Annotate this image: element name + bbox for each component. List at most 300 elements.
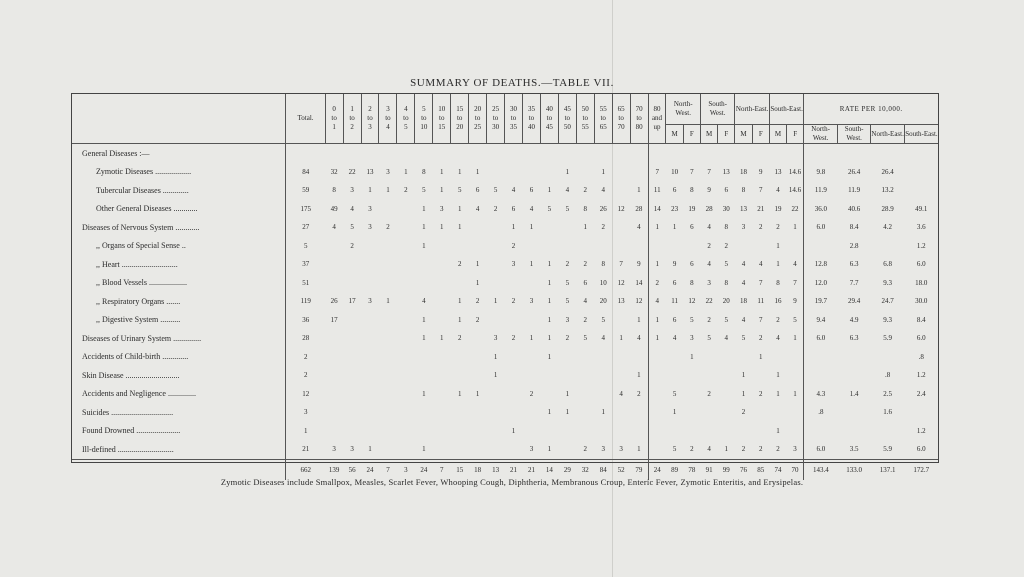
header-sex: M [700,125,717,144]
header-age-group [594,94,612,144]
table-cell [666,348,683,367]
table-cell: 2 [759,223,763,232]
header-age-group [397,94,415,144]
table-cell: 21 [522,459,540,480]
table-cell: 5.9 [883,445,892,454]
table-cell [451,348,469,367]
table-cell: 2 [724,241,729,250]
table-cell: 2 [648,274,666,293]
table-cell: 11 [757,297,765,306]
table-cell: 21 [505,459,523,480]
table-cell: 12 [286,385,325,404]
table-cell: 2 [776,445,780,454]
table-cell: 662 [286,459,325,480]
table-cell: 3 [368,297,372,306]
table-cell: 11 [648,181,666,200]
table-cell [343,144,361,163]
header-age-group [540,94,558,144]
table-cell: 1 [672,223,677,232]
table-cell [325,403,343,422]
age-group-part: 2 [350,123,354,131]
table-cell: 49 [330,204,338,213]
table-cell [540,237,558,256]
table-cell: 1 [529,334,534,343]
table-cell [469,440,487,459]
table-cell: 8.4 [849,223,859,232]
table-cell: 4 [672,334,677,343]
table-cell: 2 [511,241,516,250]
table-cell [558,348,576,367]
table-cell: 1 [440,167,444,176]
table-cell [361,348,379,367]
age-group-part: 35 [510,123,517,131]
table-cell: 1 [368,186,372,195]
table-cell [379,422,397,441]
table-cell: 1 [637,186,641,195]
table-cell: 2 [565,334,570,343]
table-cell [379,366,397,385]
header-sex: F [752,125,769,144]
table-cell [522,348,540,367]
table-cell [683,385,700,404]
table-cell: 1 [386,186,390,195]
table-cell: 2 [583,315,587,324]
table-cell [594,348,612,367]
table-cell: 1 [776,389,780,398]
table-cell [325,237,343,256]
header-sex: F [718,125,735,144]
table-cell: 7 [690,167,694,176]
table-cell [379,348,397,367]
table-cell [904,181,938,200]
table-cell [769,348,786,367]
table-cell: 5 [350,223,354,232]
age-group-part: to [331,114,337,122]
table-cell [612,144,630,163]
age-group-part: 3 [368,123,372,131]
age-group-part: 50 [563,123,571,131]
table-cell [630,422,648,441]
table-cell: 3 [690,334,694,343]
row-label: ,, Digestive System .......... [96,315,181,325]
table-cell [433,366,451,385]
table-cell [558,237,576,256]
table-cell: 59 [286,181,325,200]
table-cell [361,422,379,441]
table-cell: 3 [350,445,354,454]
table-cell: 1 [690,352,694,361]
table-cell: 6 [672,278,677,287]
table-cell: 8 [332,186,336,195]
age-group-part: to [403,114,409,122]
table-cell: 3 [332,445,336,454]
table-cell [361,237,379,256]
table-cell [522,403,540,422]
age-group-part: 45 [563,105,571,113]
table-cell: 36 [286,311,325,330]
table-cell [871,422,905,441]
table-cell [735,422,752,441]
age-group-part: to [600,114,606,122]
table-cell: 2.4 [916,389,926,398]
header-sex: F [683,125,700,144]
table-cell [415,422,433,441]
table-cell: 4.3 [804,385,838,404]
header-age-group [325,94,343,144]
table-cell: 3 [368,223,372,232]
table-cell: 1 [368,445,372,454]
table-cell [612,218,630,237]
table-cell [325,366,343,385]
table-cell: 3.6 [916,223,926,232]
table-cell [594,237,612,256]
table-cell: 8 [422,167,426,176]
table-cell [594,422,612,441]
table-cell [505,440,523,459]
table-row [72,163,938,182]
table-cell [837,422,871,441]
table-cell [325,329,343,348]
table-cell [904,403,938,422]
header-sex: F [787,125,804,144]
table-cell [433,403,451,422]
table-cell [379,144,397,163]
table-row [72,181,938,200]
table-cell: 3 [350,186,354,195]
table-cell [397,311,415,330]
table-row [72,144,938,163]
table-cell: 3 [741,223,746,232]
table-cell [451,274,469,293]
table-cell [648,385,666,404]
table-cell: 36.0 [804,200,838,219]
table-cell: 37 [286,255,325,274]
table-cell: 1 [776,426,780,435]
table-cell [397,403,415,422]
table-cell [487,385,505,404]
table-cell: 1 [422,389,426,398]
age-group-part: to [421,114,427,122]
header-age-group [522,94,540,144]
table-cell [683,237,700,256]
table-cell: 1 [440,186,444,195]
table-cell [343,422,361,441]
table-cell: 78 [683,459,700,480]
table-row [72,440,938,459]
table-cell: 20 [599,297,607,306]
table-cell [505,366,523,385]
table-cell [683,366,700,385]
table-cell: 13 [366,167,374,176]
table-cell: 2 [475,297,480,306]
table-cell [648,348,666,367]
table-cell: 16 [774,297,782,306]
table-cell: 2 [404,186,408,195]
table-cell: 28 [635,204,643,213]
table-cell [594,366,612,385]
table-cell [451,144,469,163]
header-age-group [558,94,576,144]
table-cell [540,366,558,385]
table-cell [343,366,361,385]
table-cell [469,422,487,441]
table-row [72,348,938,367]
table-cell: 2.5 [883,389,892,398]
table-cell: 11.9 [848,186,861,195]
table-cell: 2 [741,445,746,454]
table-cell [871,144,905,163]
age-group-part: to [349,114,355,122]
table-cell [752,422,769,441]
table-cell: 70 [787,459,804,480]
table-cell: 1 [493,371,498,380]
table-cell: 2 [776,315,780,324]
table-cell [397,144,415,163]
header-total: Total. [286,94,325,144]
header-age-group [505,94,523,144]
table-cell [769,144,786,163]
header-sex: M [769,125,786,144]
header-district: North-East. [735,94,769,125]
table-cell: 6 [529,186,534,195]
row-label: Accidents and Negligence .............. [82,389,196,399]
table-cell: 30 [722,204,730,213]
header-age-group [576,94,594,144]
table-cell [612,348,630,367]
table-cell: 4 [793,260,797,269]
table-cell [522,311,540,330]
table-cell: 2 [707,315,711,324]
table-cell [787,348,804,367]
table-cell: 21 [757,204,765,213]
header-district: South-West. [700,94,734,125]
table-cell: 19.7 [804,292,838,311]
table-cell [630,348,648,367]
table-cell: 13 [487,459,505,480]
age-group-part: 25 [474,123,482,131]
table-cell: 24 [415,459,433,480]
table-cell: 5 [724,260,729,269]
table-cell: 1 [741,389,746,398]
row-label: Diseases of Nervous System ............ [82,222,200,232]
table-cell: 5 [724,315,729,324]
table-cell: 20 [722,297,730,306]
table-cell: 5 [707,334,711,343]
row-label: Suicides ............................... [82,407,174,417]
table-cell: 10 [599,278,607,287]
table-cell [433,422,451,441]
table-cell: 1 [759,352,763,361]
table-cell: 5 [457,186,462,195]
table-cell: 8 [776,278,780,287]
table-cell: 24 [361,459,379,480]
table-cell: 4 [583,297,587,306]
table-cell [700,403,717,422]
table-cell [505,385,523,404]
table-cell: 143.4 [804,459,838,480]
table-cell: 6.0 [916,334,926,343]
table-cell [469,348,487,367]
table-cell: 3 [619,445,623,454]
age-group-part: 20 [456,123,464,131]
table-cell [343,403,361,422]
table-cell: 7 [433,459,451,480]
row-label: Other General Diseases ............ [96,204,198,214]
table-cell: 175 [286,200,325,219]
table-cell [379,237,397,256]
table-cell [787,403,804,422]
row-label: ,, Blood Vessels ................... [96,278,187,288]
table-cell: 4 [511,186,516,195]
table-cell [361,403,379,422]
table-cell: 19 [688,204,696,213]
table-cell [379,255,397,274]
table-cell: 26 [330,297,338,306]
table-cell [487,440,505,459]
table-cell: 1 [565,167,570,176]
table-cell: 56 [343,459,361,480]
table-cell: 1 [529,223,534,232]
table-cell: 91 [700,459,717,480]
table-cell [397,218,415,237]
table-cell: 4 [759,260,763,269]
table-cell: 13.2 [881,186,894,195]
header-age-group [612,94,630,144]
age-group-part: 70 [635,105,643,113]
table-cell: 1 [457,315,462,324]
table-cell: 7 [759,186,763,195]
table-cell: 12 [688,297,696,306]
table-cell [718,422,735,441]
table-cell: 4 [741,260,746,269]
table-cell: 5 [793,315,797,324]
table-cell [397,366,415,385]
table-cell: 2 [707,389,711,398]
table-cell [487,144,505,163]
table-cell: 7 [707,167,711,176]
table-cell: 1 [601,408,605,417]
table-cell: 9 [672,260,677,269]
table-cell: 26.4 [848,167,861,176]
age-group-part: 45 [545,123,553,131]
age-group-part: 15 [438,123,446,131]
table-row [72,255,938,274]
table-cell: 29.4 [848,297,861,306]
table-cell: 18.0 [915,278,928,287]
table-cell [666,366,683,385]
table-cell [379,385,397,404]
header-district: South-East. [769,94,803,125]
table-cell: 1 [547,297,552,306]
table-row [72,422,938,441]
table-cell [379,311,397,330]
table-cell [433,292,451,311]
table-cell [752,237,769,256]
table-cell: 3 [386,167,390,176]
table-cell: 27 [286,218,325,237]
age-group-part: 80 [653,105,661,113]
table-cell: 6 [475,186,480,195]
table-cell [666,237,683,256]
table-cell: 1 [404,167,408,176]
table-cell [718,385,735,404]
table-cell [648,237,666,256]
age-group-part: 5 [422,105,426,113]
table-cell: 14 [540,459,558,480]
table-cell: 6.0 [804,329,838,348]
table-cell: 4 [619,389,623,398]
table-cell: 1 [475,278,480,287]
table-cell [612,311,630,330]
header-rate-district: North-East. [871,125,905,144]
table-cell [700,144,717,163]
table-cell: 29 [558,459,576,480]
table-row [72,385,938,404]
table-cell [594,144,612,163]
table-cell: 2 [637,389,641,398]
table-cell: 1 [637,371,641,380]
table-cell [804,348,838,367]
table-cell: 8 [690,278,694,287]
table-cell: 1 [547,315,552,324]
table-cell: 1 [648,255,666,274]
table-cell: 1.2 [916,371,926,380]
table-cell: 1 [648,311,666,330]
table-cell: 7 [793,278,797,287]
table-cell: 1 [565,389,570,398]
table-cell [505,163,523,182]
table-cell: 1 [776,241,780,250]
table-cell: 8 [690,186,694,195]
table-cell: 1 [547,278,552,287]
table-cell: 1 [724,445,729,454]
age-group-part: to [510,114,517,122]
table-cell: 1 [511,426,516,435]
age-group-part: to [474,114,481,122]
header-rate-district: South-East. [904,125,938,144]
deaths-table [72,94,938,480]
age-group-part: 70 [617,123,625,131]
table-cell [469,403,487,422]
age-group-part: to [439,114,445,122]
table-cell: 133.0 [837,459,871,480]
age-group-part: 10 [438,105,446,113]
table-cell: 14.6 [788,167,802,176]
table-cell: 1 [776,260,780,269]
row-label: ,, Respiratory Organs ....... [96,296,181,306]
table-cell: 15 [451,459,469,480]
table-cell [397,440,415,459]
table-cell: 5 [672,445,677,454]
table-cell: 1 [457,167,462,176]
table-cell: 1 [475,167,480,176]
table-cell [325,144,343,163]
table-cell: 12 [635,297,643,306]
age-group-part: 30 [510,105,517,113]
table-cell: 1 [547,352,552,361]
row-label: Diseases of Urinary System .............. [82,333,202,343]
table-cell [487,163,505,182]
table-cell [752,144,769,163]
table-cell: 1 [386,297,390,306]
table-cell: 3 [707,278,711,287]
table-cell [648,403,666,422]
table-cell [343,274,361,293]
table-cell: 2 [457,260,462,269]
table-row [72,200,938,219]
table-cell: 1 [547,445,552,454]
table-cell: 1 [648,218,666,237]
